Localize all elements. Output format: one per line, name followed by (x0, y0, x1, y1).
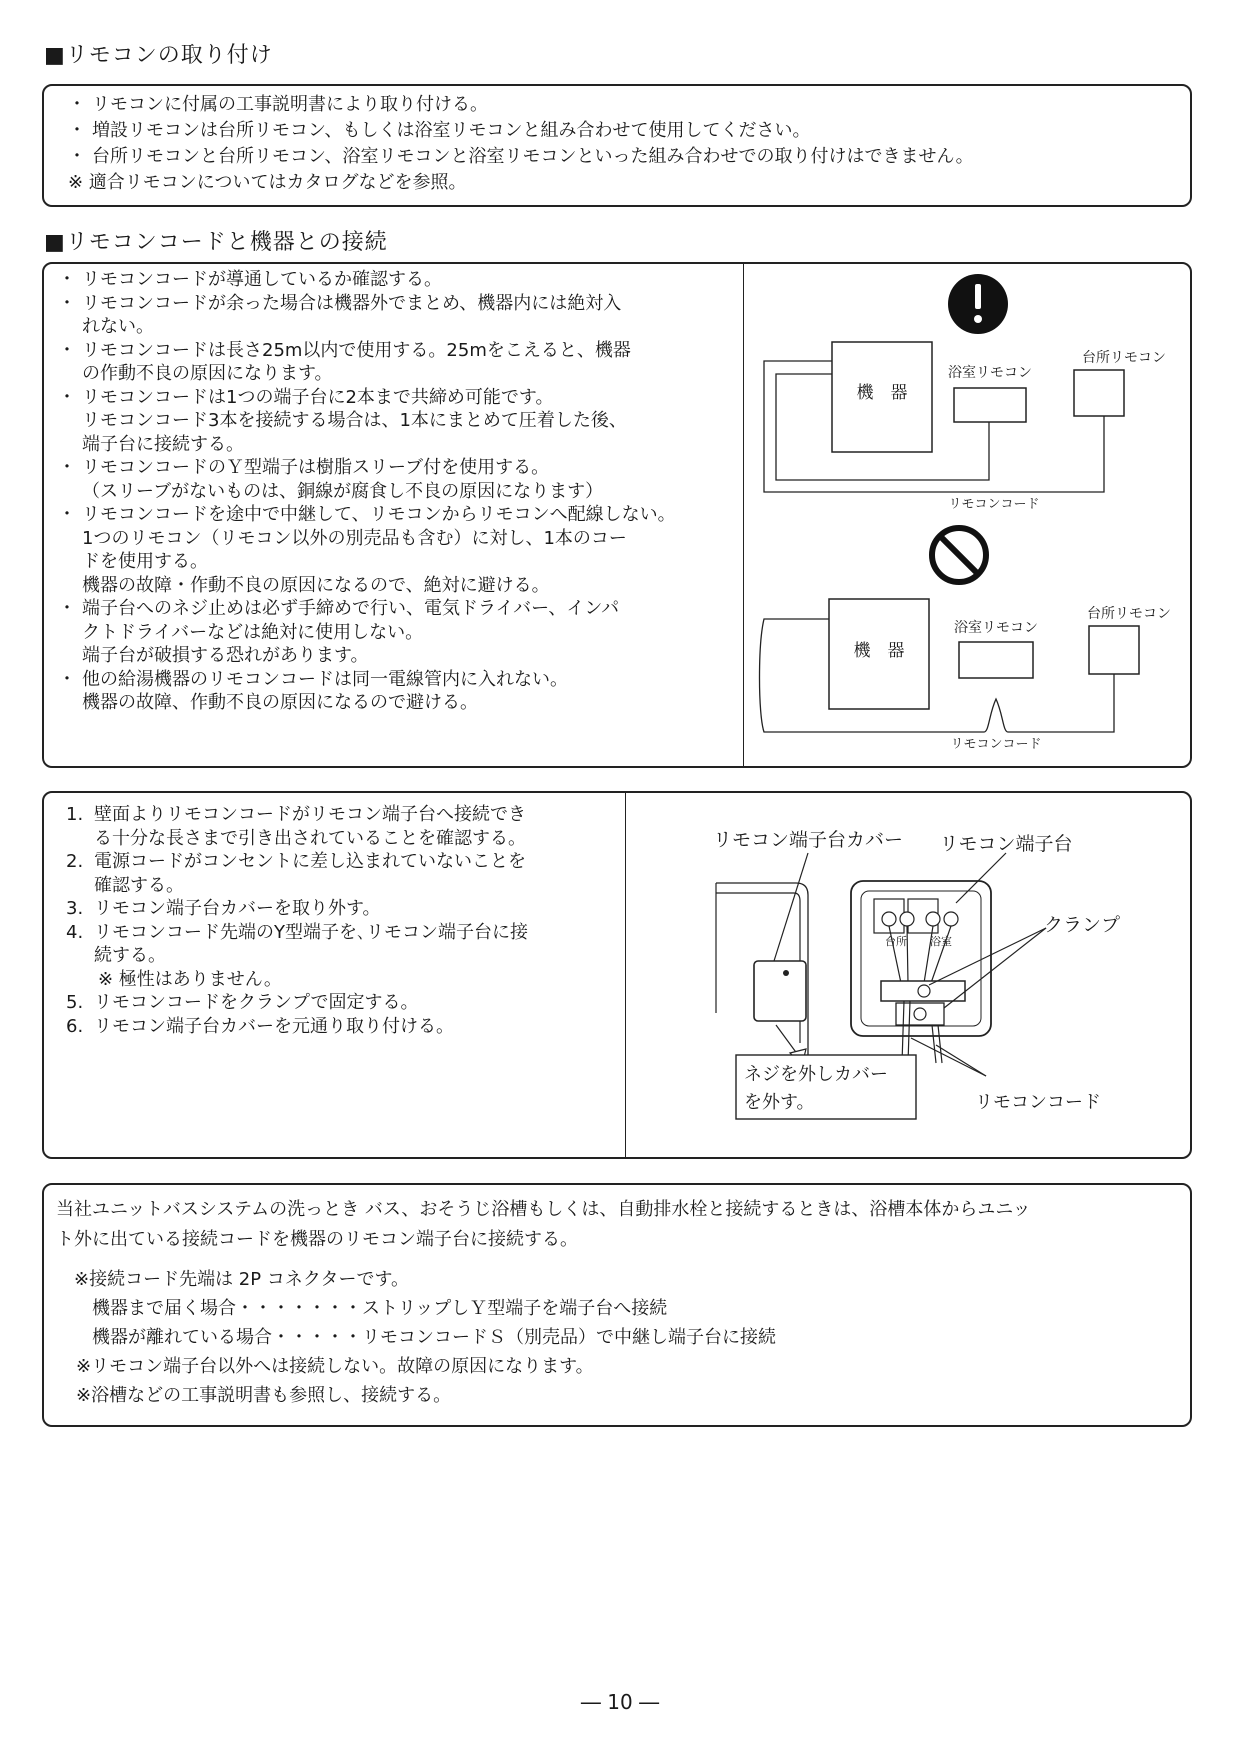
page-number: ― 10 ― (580, 1690, 660, 1714)
screw-icon (914, 1008, 926, 1020)
step-item: 5. リモコンコードをクランプで固定する。 (66, 992, 419, 1013)
cord-label: リモコンコード (950, 737, 1042, 752)
list-item: ・ リモコンコードは1つの端子台に2本まで共締め可能です。 リモコンコード3本を接続する場合は、1本にまとめて圧着した後、 端子台に接続する。 (58, 386, 627, 455)
kitchen-remote-box (1089, 626, 1139, 674)
unit-bath-notes (56, 1265, 1178, 1410)
note-line: ※接続コード先端は 2P コネクターです。 (74, 1269, 410, 1290)
terminal-cover (754, 961, 806, 1021)
list-item: ・ 台所リモコンと台所リモコン、浴室リモコンと浴室リモコンといった組み合わせでの取り付けはできません。 (68, 146, 974, 167)
section-title-remote-install: ■リモコンの取り付け (44, 43, 273, 68)
unit-bath-paragraph: 当社ユニットバスシステムの洗っとき バス、おそうじ浴槽もしくは、自動排水栓と接続するときは、浴槽本体からユニッ ト外に出ている接続コードを機器のリモコン端子台に接続する。 (56, 1199, 1031, 1250)
screw-icon (926, 912, 940, 926)
terminal-figure (626, 793, 1190, 1157)
screw-icon (882, 912, 896, 926)
kitchen-terminal-tag: 台所 (885, 935, 907, 948)
bath-remote-box (959, 642, 1033, 678)
bath-terminal-tag: 浴室 (930, 935, 952, 948)
cord-wiring-diagram (744, 264, 1190, 766)
step-item: 1. 壁面よりリモコンコードがリモコン端子台へ接続でき る十分な長さまで引き出されていることを確認する。 (66, 804, 526, 849)
kitchen-remote-label: 台所リモコン (1082, 350, 1166, 366)
list-item: ・ 増設リモコンは台所リモコン、もしくは浴室リモコンと組み合わせて使用してください。 (68, 120, 811, 141)
connection-steps-list (66, 803, 656, 1038)
clamp-label: クランプ (1043, 914, 1121, 936)
list-item: ・ 端子台へのネジ止めは必ず手締めで行い、電気ドライバー、インパ クトドライバーなどは絶対に使用しない。 端子台が破損する恐れがあります。 (58, 598, 620, 666)
device-label: 機 器 (853, 641, 905, 661)
note-line: ※リモコン端子台以外へは接続しない。故障の原因になります。 (76, 1356, 594, 1377)
remote-install-list (62, 92, 1172, 170)
list-item: ・ リモコンコードを途中で中継して、リモコンからリモコンへ配線しない。 1つのリモコン（リモコン以外の別売品も含む）に対し、1本のコー ドを使用する。 機器の故障・作動不良の原因になるので、絶対に避ける。 (58, 504, 676, 596)
cord-rules-list (52, 268, 752, 715)
note-line: 機器まで届く場合・・・・・・・ストリップしＹ型端子を端子台へ接続 (92, 1298, 668, 1319)
step-item: 2. 電源コードがコンセントに差し込まれていないことを 確認する。 (66, 851, 526, 896)
step-item: 3. リモコン端子台カバーを取り外す。 (66, 898, 381, 919)
catalog-note: ※ 適合リモコンについてはカタログなどを参照。 (68, 172, 467, 193)
list-item: ・ リモコンコードのＹ型端子は樹脂スリーブ付を使用する。 （スリーブがないものは、銅線が腐食し不良の原因になります） (58, 457, 604, 502)
correct-wiring-diagram (764, 274, 1166, 512)
screw-icon (900, 912, 914, 926)
list-item: ・ リモコンコードは長さ25m以内で使用する。25mをこえると、機器 の作動不良の原因になります。 (58, 339, 631, 384)
screw-icon (918, 985, 930, 997)
cover-label: リモコン端子台カバー (712, 829, 904, 851)
unit-bath-note-box (42, 1183, 1192, 1427)
screw-note-line-2: を外す。 (744, 1092, 815, 1113)
terminal-connection-box (42, 791, 1192, 1159)
cord-label: リモコンコード (975, 1092, 1101, 1113)
cord-connection-box (42, 262, 1192, 768)
cord-label: リモコンコード (948, 497, 1040, 512)
note-line: ※浴槽などの工事説明書も参照し、接続する。 (76, 1385, 452, 1406)
remote-install-box (42, 84, 1192, 207)
terminal-label: リモコン端子台 (939, 833, 1073, 855)
list-item: ・ 他の給湯機器のリモコンコードは同一電線管内に入れない。 機器の故障、作動不良の原因になるので避ける。 (58, 668, 568, 713)
step-item: 4. リモコンコード先端のY型端子を､リモコン端子台に接 続する。 ※ 極性はありません。 (66, 921, 528, 990)
bath-remote-label: 浴室リモコン (948, 365, 1032, 381)
screw-icon (944, 912, 958, 926)
note-line: 機器が離れている場合・・・・・リモコンコードＳ（別売品）で中継し端子台に接続 (92, 1327, 776, 1348)
screw-note-line-1: ネジを外しカバー (744, 1064, 888, 1085)
device-label: 機 器 (856, 383, 908, 403)
bath-remote-box (954, 388, 1026, 422)
kitchen-remote-label: 台所リモコン (1087, 606, 1171, 622)
section-title-cord-connection: ■リモコンコードと機器との接続 (44, 230, 388, 255)
list-item: ・ リモコンコードが余った場合は機器外でまとめ、機器内には絶対入 れない。 (58, 292, 622, 337)
list-item: ・ リモコンに付属の工事説明書により取り付ける。 (68, 94, 488, 115)
bath-remote-label: 浴室リモコン (954, 620, 1038, 636)
kitchen-remote-box (1074, 370, 1124, 416)
step-item: 6. リモコン端子台カバーを元通り取り付ける。 (66, 1015, 454, 1037)
prohibited-wiring-diagram (760, 528, 1172, 752)
list-item: ・ リモコンコードが導通しているか確認する。 (58, 269, 442, 290)
